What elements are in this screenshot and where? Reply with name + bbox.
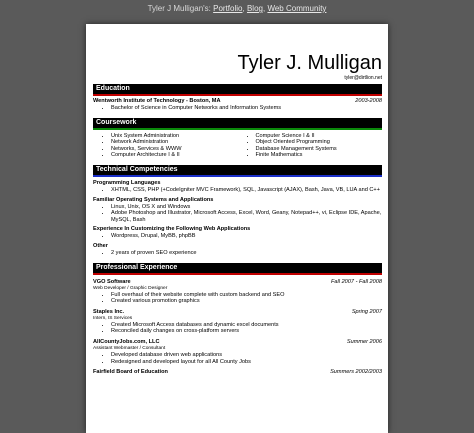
list-item: • Created various promotion graphics (111, 298, 382, 305)
list-item: • Full overhaul of their website complete with custom backend and SEO (111, 292, 382, 299)
job-role: Assistant Webmaster / Consultant (93, 345, 166, 351)
tech-group-list (93, 187, 382, 194)
section-coursework-header: Coursework (93, 118, 382, 130)
nav-prefix: Tyler J Mulligan's: (147, 4, 211, 13)
tech-group-list (93, 250, 382, 257)
job-entry (93, 279, 382, 305)
coursework-columns (93, 133, 382, 159)
list-item: • Created Microsoft Access databases and dynamic excel documents (111, 322, 382, 329)
job-duties (93, 292, 382, 305)
coursework-right-list (238, 133, 383, 159)
list-item: • Reconciled daily changes on cross-platform servers (111, 328, 382, 335)
list-item: • 2 years of proven SEO experience (111, 250, 382, 257)
list-item: • Redesigned and developed layout for all All County Jobs (111, 359, 382, 366)
company-name: Staples Inc. (93, 308, 125, 315)
coursework-left-list (93, 133, 238, 159)
list-item: • XHTML, CSS, PHP (+CodeIgniter MVC Framework), SQL, Javascript (AJAX), Bash, Java, VB, LUA and C++ (111, 187, 382, 194)
job-duties (93, 322, 382, 335)
job-entry (93, 339, 382, 365)
list-item: • Network Administration (111, 139, 238, 146)
job-dates: Summer 2006 (346, 338, 382, 345)
list-item: • Object Oriented Programming (256, 139, 383, 146)
nav-separator: , (242, 4, 245, 13)
education-entry (93, 98, 382, 105)
job-role: Intern, IS Services (93, 315, 133, 321)
list-item: • Database Management Systems (256, 146, 383, 153)
list-item: • Unix System Administration (111, 133, 238, 140)
list-item: • Networks, Services & WWW (111, 146, 238, 153)
section-education-header: Education (93, 84, 382, 96)
top-nav-bar (0, 0, 474, 16)
resume-name: Tyler J. Mulligan (237, 52, 382, 74)
section-technical-header: Technical Competencies (93, 165, 382, 177)
education-dates: 2003-2008 (355, 98, 382, 104)
tech-group-heading: Programming Languages (93, 179, 161, 186)
company-name: AllCountyJobs.com, LLC (93, 338, 160, 345)
resume-email[interactable]: tyler@dirtlion.net (344, 75, 382, 81)
list-item: • Adobe Photoshop and Illustrator, Microsoft Access, Excel, Word, Geany, Notepad++, vi, Eclipse IDE, Apache, MySQL, Bash (111, 210, 382, 223)
list-item: • Computer Science I & II (256, 133, 383, 140)
job-dates: Summers 2002/2003 (330, 369, 382, 376)
job-dates: Fall 2007 - Fall 2008 (331, 278, 382, 285)
school-name: Wentworth Institute of Technology - Boston, MA (93, 98, 221, 104)
list-item: • Wordpress, Drupal, MyBB, phpBB (111, 233, 382, 240)
job-entry (93, 369, 382, 376)
list-item: • Finite Mathematics (256, 152, 383, 159)
tech-group-heading: Other (93, 242, 108, 249)
section-professional-header: Professional Experience (93, 263, 382, 275)
tech-group-list (93, 233, 382, 240)
tech-group-heading: Familiar Operating Systems and Applications (93, 196, 214, 203)
education-list (93, 105, 382, 112)
blog-link[interactable]: Blog (246, 4, 263, 13)
job-duties (93, 352, 382, 365)
job-entry (93, 309, 382, 335)
job-role: Web Developer / Graphic Designer (93, 285, 168, 291)
job-dates: Spring 2007 (351, 308, 382, 315)
tech-group-list (93, 204, 382, 224)
company-name: Fairfield Board of Education (93, 369, 168, 376)
list-item: • Linux, Unix, OS X and Windows (111, 204, 382, 211)
list-item: • Computer Architecture I & II (111, 152, 238, 159)
nav-separator: , (262, 4, 266, 13)
list-item: • Developed database driven web applications (111, 352, 382, 359)
list-item: • Bachelor of Science in Computer Networks and Information Systems (111, 105, 382, 112)
portfolio-link[interactable]: Portfolio (213, 4, 243, 13)
company-name: VGO Software (93, 278, 131, 285)
tech-group-heading: Experience In Customizing the Following Web Applications (93, 226, 251, 233)
resume-page (86, 24, 388, 433)
web-community-link[interactable]: Web Community (267, 4, 327, 13)
